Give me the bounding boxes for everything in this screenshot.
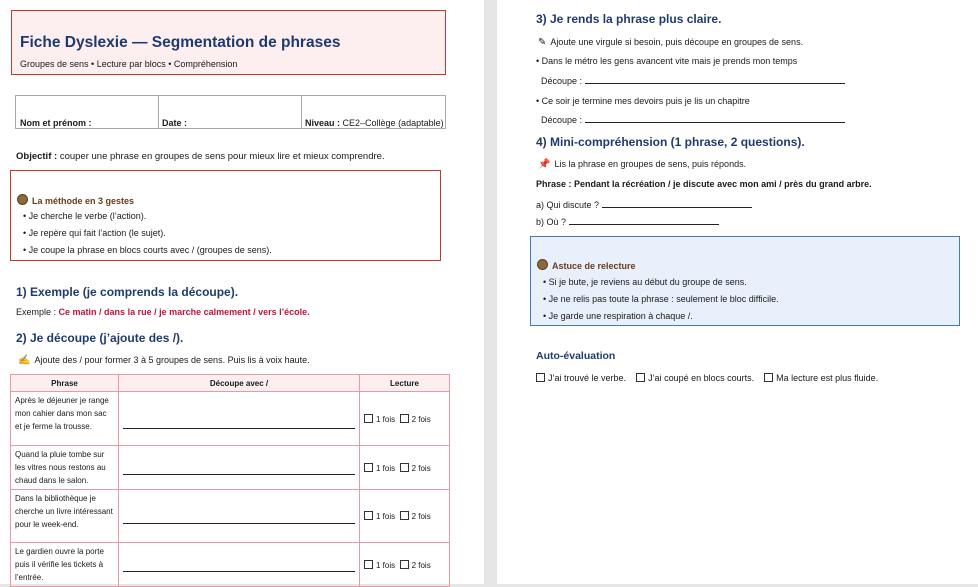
- col-phrase: Phrase: [11, 375, 119, 392]
- section2-instruction: ✍ Ajoute des / pour former 3 à 5 groupes de sens. Puis lis à voix haute.: [18, 355, 310, 366]
- page-subtitle: Groupes de sens • Lecture par blocs • Compréhension: [20, 59, 238, 69]
- row-phrase: Quand la pluie tombe sur les vitres nous restons au chaud dans le salon.: [11, 446, 119, 490]
- checkbox-1-fois[interactable]: 1 fois: [364, 561, 395, 570]
- row-phrase: Après le déjeuner je range mon cahier dans mon sac et je ferme la trousse.: [11, 392, 119, 446]
- reading-options: [360, 490, 450, 543]
- info-table: [15, 95, 446, 129]
- table-row: [11, 543, 450, 587]
- self-eval-checkbox[interactable]: J’ai trouvé le verbe.: [536, 373, 626, 383]
- cut-answer-line[interactable]: [119, 543, 360, 587]
- self-eval-checkbox[interactable]: Ma lecture est plus fluide.: [764, 373, 878, 383]
- page-right: [497, 0, 978, 584]
- method-title: La méthode en 3 gestes: [17, 194, 134, 206]
- table-row: [11, 392, 450, 446]
- method-item: • Je coupe la phrase en blocs courts avec / (groupes de sens).: [23, 245, 272, 255]
- col-reading: Lecture: [360, 375, 450, 392]
- level-field: Niveau : CE2–Collège (adaptable): [305, 118, 444, 128]
- table-row: [11, 490, 450, 543]
- cut-table: [10, 374, 450, 587]
- cut-line[interactable]: Découpe :: [541, 74, 845, 86]
- section2-title: 2) Je découpe (j’ajoute des /).: [16, 331, 184, 345]
- tip-item: • Je garde une respiration à chaque /.: [543, 311, 693, 321]
- question-who[interactable]: a) Qui discute ?: [536, 198, 752, 210]
- checkbox-1-fois[interactable]: 1 fois: [364, 512, 395, 521]
- checkbox-1-fois[interactable]: 1 fois: [364, 415, 395, 424]
- reading-options: [360, 543, 450, 587]
- question-where[interactable]: b) Où ?: [536, 215, 719, 227]
- reading-options: [360, 392, 450, 446]
- date-label: Date :: [162, 118, 188, 128]
- section3-instruction: ✎ Ajoute une virgule si besoin, puis découpe en groupes de sens.: [538, 37, 804, 48]
- checkbox-1-fois[interactable]: 1 fois: [364, 464, 395, 473]
- self-eval-title: Auto-évaluation: [536, 350, 616, 362]
- name-label: Nom et prénom :: [20, 118, 92, 128]
- section1-title: 1) Exemple (je comprends la découpe).: [16, 285, 239, 299]
- checkbox-2-fois[interactable]: 2 fois: [400, 415, 431, 424]
- checkbox-2-fois[interactable]: 2 fois: [400, 464, 431, 473]
- pin-icon: 📌: [538, 159, 551, 170]
- row-phrase: Dans la bibliothèque je cherche un livre intéressant pour le week-end.: [11, 490, 119, 543]
- tip-item: • Je ne relis pas toute la phrase : seulement le bloc difficile.: [543, 294, 779, 304]
- title-box: [11, 10, 446, 75]
- pencil-icon: ✎: [538, 37, 547, 48]
- method-item: • Je cherche le verbe (l’action).: [23, 211, 147, 221]
- section4-sentence: Phrase : Pendant la récréation / je discute avec mon ami / près du grand arbre.: [536, 179, 872, 189]
- cut-answer-line[interactable]: [119, 490, 360, 543]
- tip-item: • Si je bute, je reviens au début du groupe de sens.: [543, 277, 747, 287]
- reading-options: [360, 446, 450, 490]
- cut-line[interactable]: Découpe :: [541, 113, 845, 125]
- coin-icon: [17, 194, 28, 205]
- tip-box: [530, 236, 960, 326]
- coin-icon: [537, 259, 548, 270]
- table-row: [11, 446, 450, 490]
- row-phrase: Le gardien ouvre la porte puis il vérifie les tickets à l’entrée.: [11, 543, 119, 587]
- page-left: [0, 0, 484, 584]
- col-cut: Découpe avec /: [119, 375, 360, 392]
- section3-item: • Ce soir je termine mes devoirs puis je lis un chapitre: [536, 96, 750, 106]
- example: Exemple : Ce matin / dans la rue / je marche calmement / vers l’école.: [16, 307, 310, 317]
- cut-answer-line[interactable]: [119, 446, 360, 490]
- section4-instruction: 📌 Lis la phrase en groupes de sens, puis réponds.: [538, 159, 747, 170]
- hand-writing-icon: ✍: [18, 355, 31, 366]
- page-title: Fiche Dyslexie — Segmentation de phrases: [20, 34, 341, 51]
- section3-item: • Dans le métro les gens avancent vite mais je prends mon temps: [536, 56, 798, 66]
- section4-title: 4) Mini-compréhension (1 phrase, 2 questions).: [536, 135, 805, 149]
- objective: Objectif : couper une phrase en groupes de sens pour mieux lire et mieux comprendre.: [16, 151, 385, 162]
- checkbox-2-fois[interactable]: 2 fois: [400, 561, 431, 570]
- section3-title: 3) Je rends la phrase plus claire.: [536, 12, 722, 26]
- method-box: [10, 170, 441, 261]
- checkbox-2-fois[interactable]: 2 fois: [400, 512, 431, 521]
- self-eval-items: [536, 373, 878, 383]
- tip-title: Astuce de relecture: [537, 259, 636, 271]
- cut-answer-line[interactable]: [119, 392, 360, 446]
- method-item: • Je repère qui fait l’action (le sujet).: [23, 228, 166, 238]
- self-eval-checkbox[interactable]: J’ai coupé en blocs courts.: [636, 373, 754, 383]
